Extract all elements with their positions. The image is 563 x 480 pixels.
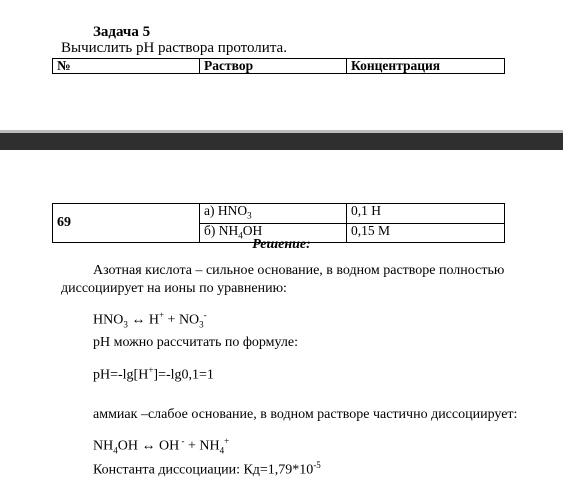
- task-title: Задача 5: [93, 24, 151, 40]
- row-number: 69: [53, 204, 200, 243]
- page-break-band: [0, 133, 563, 150]
- solution-b: б) $NH_4OH$: [200, 223, 347, 243]
- header-solution: Раствор: [200, 59, 347, 74]
- solution-a: а) $HNO_3$: [200, 204, 347, 224]
- equation-nh4oh-dissociation: $NH_4OH$ ↔ OH $^- + NH_4^+$: [93, 436, 230, 456]
- paragraph-dissociation-constant: Константа диссоциации: $Кд=1,79*10^{-5}$: [93, 460, 321, 478]
- paragraph-1-line-1: Азотная кислота – сильное основание, в водном растворе полностью: [93, 263, 505, 278]
- paragraph-ammonia: аммиак –слабое основание, в водном растворе частично диссоциирует:: [93, 407, 518, 422]
- header-concentration: Концентрация: [347, 59, 505, 74]
- paragraph-1-line-2: диссоциирует на ионы по уравнению:: [61, 281, 287, 296]
- task-statement: Вычислить pH раствора протолита.: [61, 40, 287, 56]
- equation-hno3-dissociation: $HNO_3$ ↔ $H^+ + NO_3^-$: [93, 310, 207, 330]
- paragraph-ph-formula-intro: pH можно рассчитать по формуле:: [93, 335, 299, 350]
- solution-heading: Решение:: [252, 237, 311, 252]
- concentration-b: 0,15 М: [347, 223, 505, 243]
- equation-ph-calc: pH=-lg[H+]=-lg0,1=1: [93, 365, 214, 383]
- concentration-a: 0,1 Н: [347, 204, 505, 224]
- header-number: №: [53, 59, 200, 74]
- task-table-header: [52, 58, 505, 74]
